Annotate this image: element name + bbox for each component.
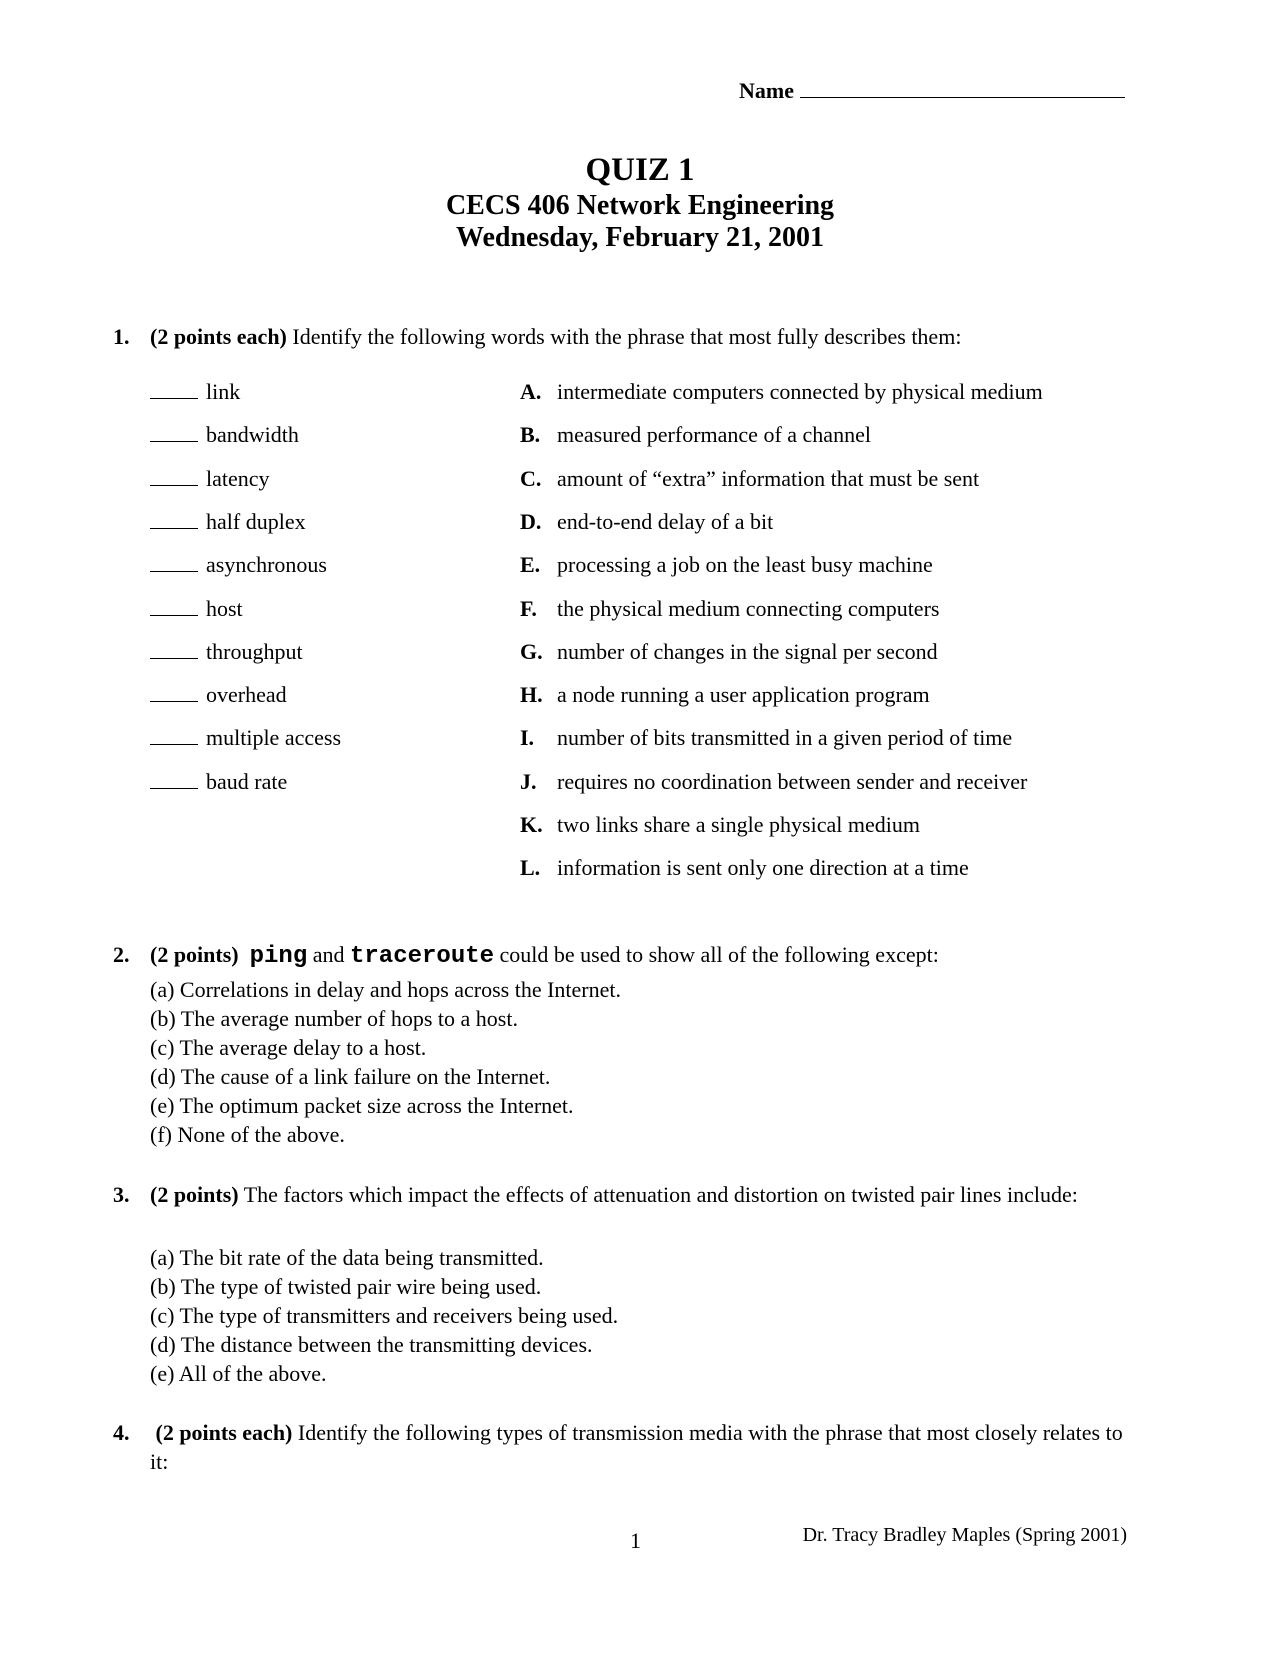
q2-option: (d) The cause of a link failure on the Internet. [150, 1064, 551, 1089]
answer-blank [150, 685, 198, 702]
q1-term-item [150, 596, 243, 622]
name-blank-line [800, 79, 1125, 98]
q1-term-item [150, 769, 287, 795]
q1-number: 1. [113, 324, 130, 349]
q1-term-label: link [206, 379, 241, 404]
q1-term-label: bandwidth [206, 422, 299, 448]
q1-term-item [150, 639, 303, 665]
q1-definition-text: the physical medium connecting computers [557, 595, 940, 621]
q1-term-label: overhead [206, 682, 287, 708]
answer-blank [150, 425, 198, 442]
q1-definition-item [520, 596, 939, 622]
q1-term-label: host [206, 595, 243, 621]
q2-prompt [150, 940, 1150, 971]
q3-number: 3. [113, 1182, 130, 1207]
q1-definition-letter: D. [520, 508, 542, 534]
q3-points: (2 points) [150, 1182, 239, 1207]
q1-definition-item [520, 639, 938, 665]
answer-blank [150, 555, 198, 572]
q2-option: (c) The average delay to a host. [150, 1035, 427, 1060]
q3-option: (d) The distance between the transmitting devices. [150, 1332, 593, 1357]
q3-option: (b) The type of twisted pair wire being used. [150, 1274, 542, 1299]
quiz-date: Wednesday, February 21, 2001 [456, 222, 824, 253]
q1-definition-letter: L. [520, 855, 541, 881]
q1-definition-letter: B. [520, 422, 541, 448]
q1-term-item [150, 422, 299, 448]
q1-definition-letter: E. [520, 552, 541, 578]
q1-definition-letter: J. [520, 768, 537, 794]
q3-prompt [150, 1180, 1140, 1209]
q2-text: could be used to show all of the following except: [494, 942, 939, 967]
q1-definition-letter: G. [520, 638, 543, 664]
q1-definition-letter: H. [520, 682, 543, 708]
q1-definition-letter: I. [520, 725, 535, 751]
page-number: 1 [630, 1528, 641, 1553]
q1-definition-item [520, 466, 979, 492]
q1-term-label: baud rate [206, 768, 288, 794]
answer-blank [150, 599, 198, 616]
q1-definition-item [520, 509, 773, 535]
q1-definition-text: number of changes in the signal per second [557, 638, 938, 664]
q1-term-item [150, 552, 327, 578]
q1-term-item [150, 466, 270, 492]
answer-blank [150, 469, 198, 486]
q1-definition-text: number of bits transmitted in a given period of time [557, 725, 1013, 751]
answer-blank [150, 728, 198, 745]
answer-blank [150, 772, 198, 789]
footer-author: Dr. Tracy Bradley Maples (Spring 2001) [802, 1524, 1127, 1546]
q1-definition-item [520, 812, 920, 838]
q1-term-item [150, 509, 306, 535]
q3-option: (c) The type of transmitters and receivers being used. [150, 1303, 619, 1328]
q1-definition-text: intermediate computers connected by physical medium [557, 379, 1043, 404]
quiz-title: QUIZ 1 [585, 152, 695, 188]
name-field-label [739, 78, 1125, 104]
q2-points: (2 points) [150, 942, 239, 967]
answer-blank [150, 382, 198, 399]
q1-definition-text: processing a job on the least busy machine [557, 552, 933, 578]
q1-definition-letter: F. [520, 595, 537, 621]
q2-option: (b) The average number of hops to a host. [150, 1006, 518, 1031]
q2-cmd-ping: ping [249, 943, 308, 970]
q1-definition-text: amount of “extra” information that must be sent [557, 465, 980, 491]
q1-term-label: latency [206, 465, 270, 491]
q3-option: (e) All of the above. [150, 1361, 327, 1386]
q1-prompt [150, 322, 1150, 351]
q1-definition-letter: K. [520, 812, 543, 837]
q1-definition-text: end-to-end delay of a bit [557, 508, 774, 534]
q1-points: (2 points each) [150, 324, 287, 349]
q4-prompt [150, 1418, 1140, 1476]
q2-option: (e) The optimum packet size across the Internet. [150, 1093, 574, 1118]
q1-definition-item [520, 682, 930, 708]
q1-definition-text: two links share a single physical medium [557, 812, 920, 837]
q2-option: (a) Correlations in delay and hops across the Internet. [150, 977, 622, 1002]
q4-number: 4. [113, 1420, 130, 1445]
q3-text: The factors which impact the effects of attenuation and distortion on twisted pair lines include: [238, 1182, 1078, 1207]
q1-definition-text: information is sent only one direction at a time [557, 855, 969, 881]
q4-points: (2 points each) [155, 1420, 293, 1445]
q2-option: (f) None of the above. [150, 1122, 345, 1147]
q1-term-label: multiple access [206, 725, 342, 751]
q1-definition-item [520, 379, 1043, 405]
q1-term-label: throughput [206, 638, 303, 664]
q1-term-item [150, 682, 287, 708]
q1-definition-item [520, 725, 1012, 751]
q1-definition-text: requires no coordination between sender and receiver [557, 768, 1028, 794]
q3-option: (a) The bit rate of the data being transmitted. [150, 1245, 544, 1270]
q1-term-item [150, 725, 341, 751]
q1-definition-item [520, 552, 933, 578]
answer-blank [150, 512, 198, 529]
q1-term-label: asynchronous [206, 552, 327, 578]
q1-term-item [150, 379, 240, 405]
name-label: Name [739, 78, 794, 103]
q1-definition-item [520, 855, 969, 881]
q1-definition-letter: A. [520, 379, 542, 404]
q2-cmd-traceroute: traceroute [350, 943, 495, 970]
q1-definition-item [520, 422, 871, 448]
q1-text: Identify the following words with the phrase that most fully describes them: [286, 324, 962, 349]
q4-text: Identify the following types of transmission media with the phrase that most closely relates to it: [150, 1420, 1123, 1474]
q1-definition-item [520, 769, 1027, 795]
q1-term-label: half duplex [206, 508, 306, 534]
q1-definition-text: a node running a user application program [557, 682, 930, 708]
course-title: CECS 406 Network Engineering [445, 190, 835, 221]
q2-and: and [307, 942, 350, 967]
q2-number: 2. [113, 942, 130, 967]
q1-definition-letter: C. [520, 465, 542, 491]
answer-blank [150, 642, 198, 659]
q1-definition-text: measured performance of a channel [557, 422, 871, 448]
